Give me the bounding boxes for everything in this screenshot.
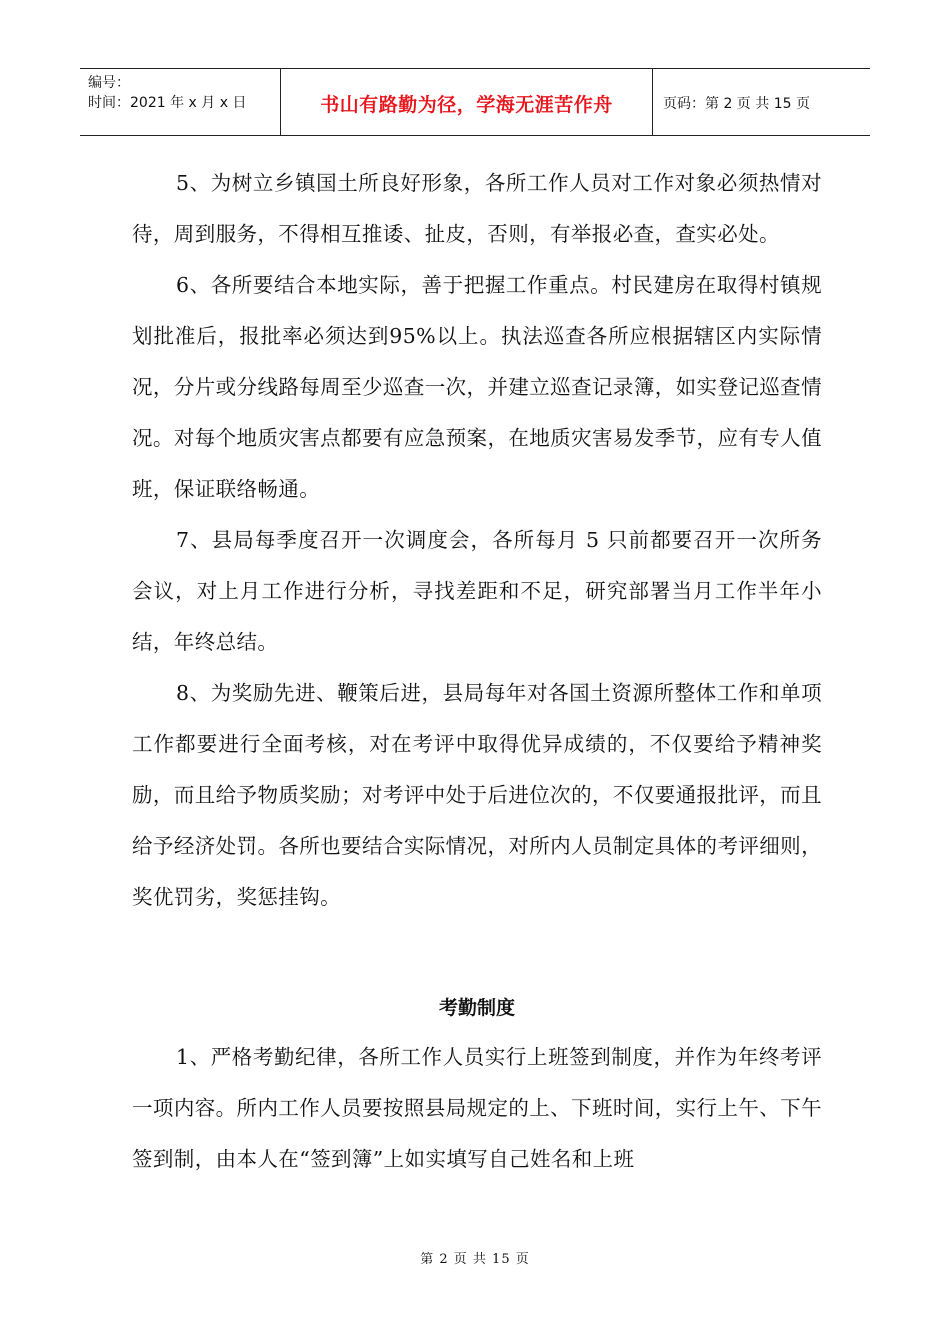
- header-motto: 书山有路勤为径，学海无涯苦作舟: [320, 93, 613, 116]
- document-date-label: 时间：2021 年 x 月 x 日: [88, 95, 247, 111]
- header-motto-cell: [281, 69, 653, 135]
- paragraph-7: 7、县局每季度召开一次调度会，各所每月 5 只前都要召开一次所务会议，对上月工作进行分析，寻找差距和不足，研究部署当月工作半年小结，年终总结。: [132, 528, 822, 654]
- page-footer: 第 2 页 共 15 页: [420, 1252, 530, 1267]
- header-table: [80, 68, 870, 136]
- section-title: 考勤制度: [438, 997, 515, 1019]
- section-paragraph-1: 1、严格考勤纪律，各所工作人员实行上班签到制度，并作为年终考评一项内容。所内工作人员要按照县局规定的上、下班时间，实行上午、下午签到制，由本人在“签到簿”上如实填写自己姓名和上班: [132, 1045, 822, 1171]
- paragraph-8: 8、为奖励先进、鞭策后进，县局每年对各国土资源所整体工作和单项工作都要进行全面考核，对在考评中取得优异成绩的，不仅要给予精神奖励，而且给予物质奖励；对考评中处于后进位次的，不仅要通报批评，而且给予经济处罚。各所也要结合实际情况，对所内人员制定具体的考评细则，奖优罚劣，奖惩挂钩。: [132, 681, 822, 909]
- section-spacer: [132, 923, 822, 984]
- header-meta-cell: [80, 69, 281, 135]
- header-page-info: 页码：第 2 页 共 15 页: [663, 96, 810, 112]
- document-body: [132, 158, 822, 1185]
- paragraph-6: 6、各所要结合本地实际，善于把握工作重点。村民建房在取得村镇规划批准后，报批率必须达到95%以上。执法巡查各所应根据辖区内实际情况，分片或分线路每周至少巡查一次，并建立巡查记录簿，如实登记巡查情况。对每个地质灾害点都要有应急预案，在地质灾害易发季节，应有专人值班，保证联络畅通。: [132, 273, 822, 501]
- paragraph-5: 5、为树立乡镇国土所良好形象，各所工作人员对工作对象必须热情对待，周到服务，不得相互推诿、扯皮，否则，有举报必查，查实必处。: [132, 171, 822, 246]
- header-page-cell: [653, 69, 870, 135]
- document-number-label: 编号：: [88, 75, 130, 91]
